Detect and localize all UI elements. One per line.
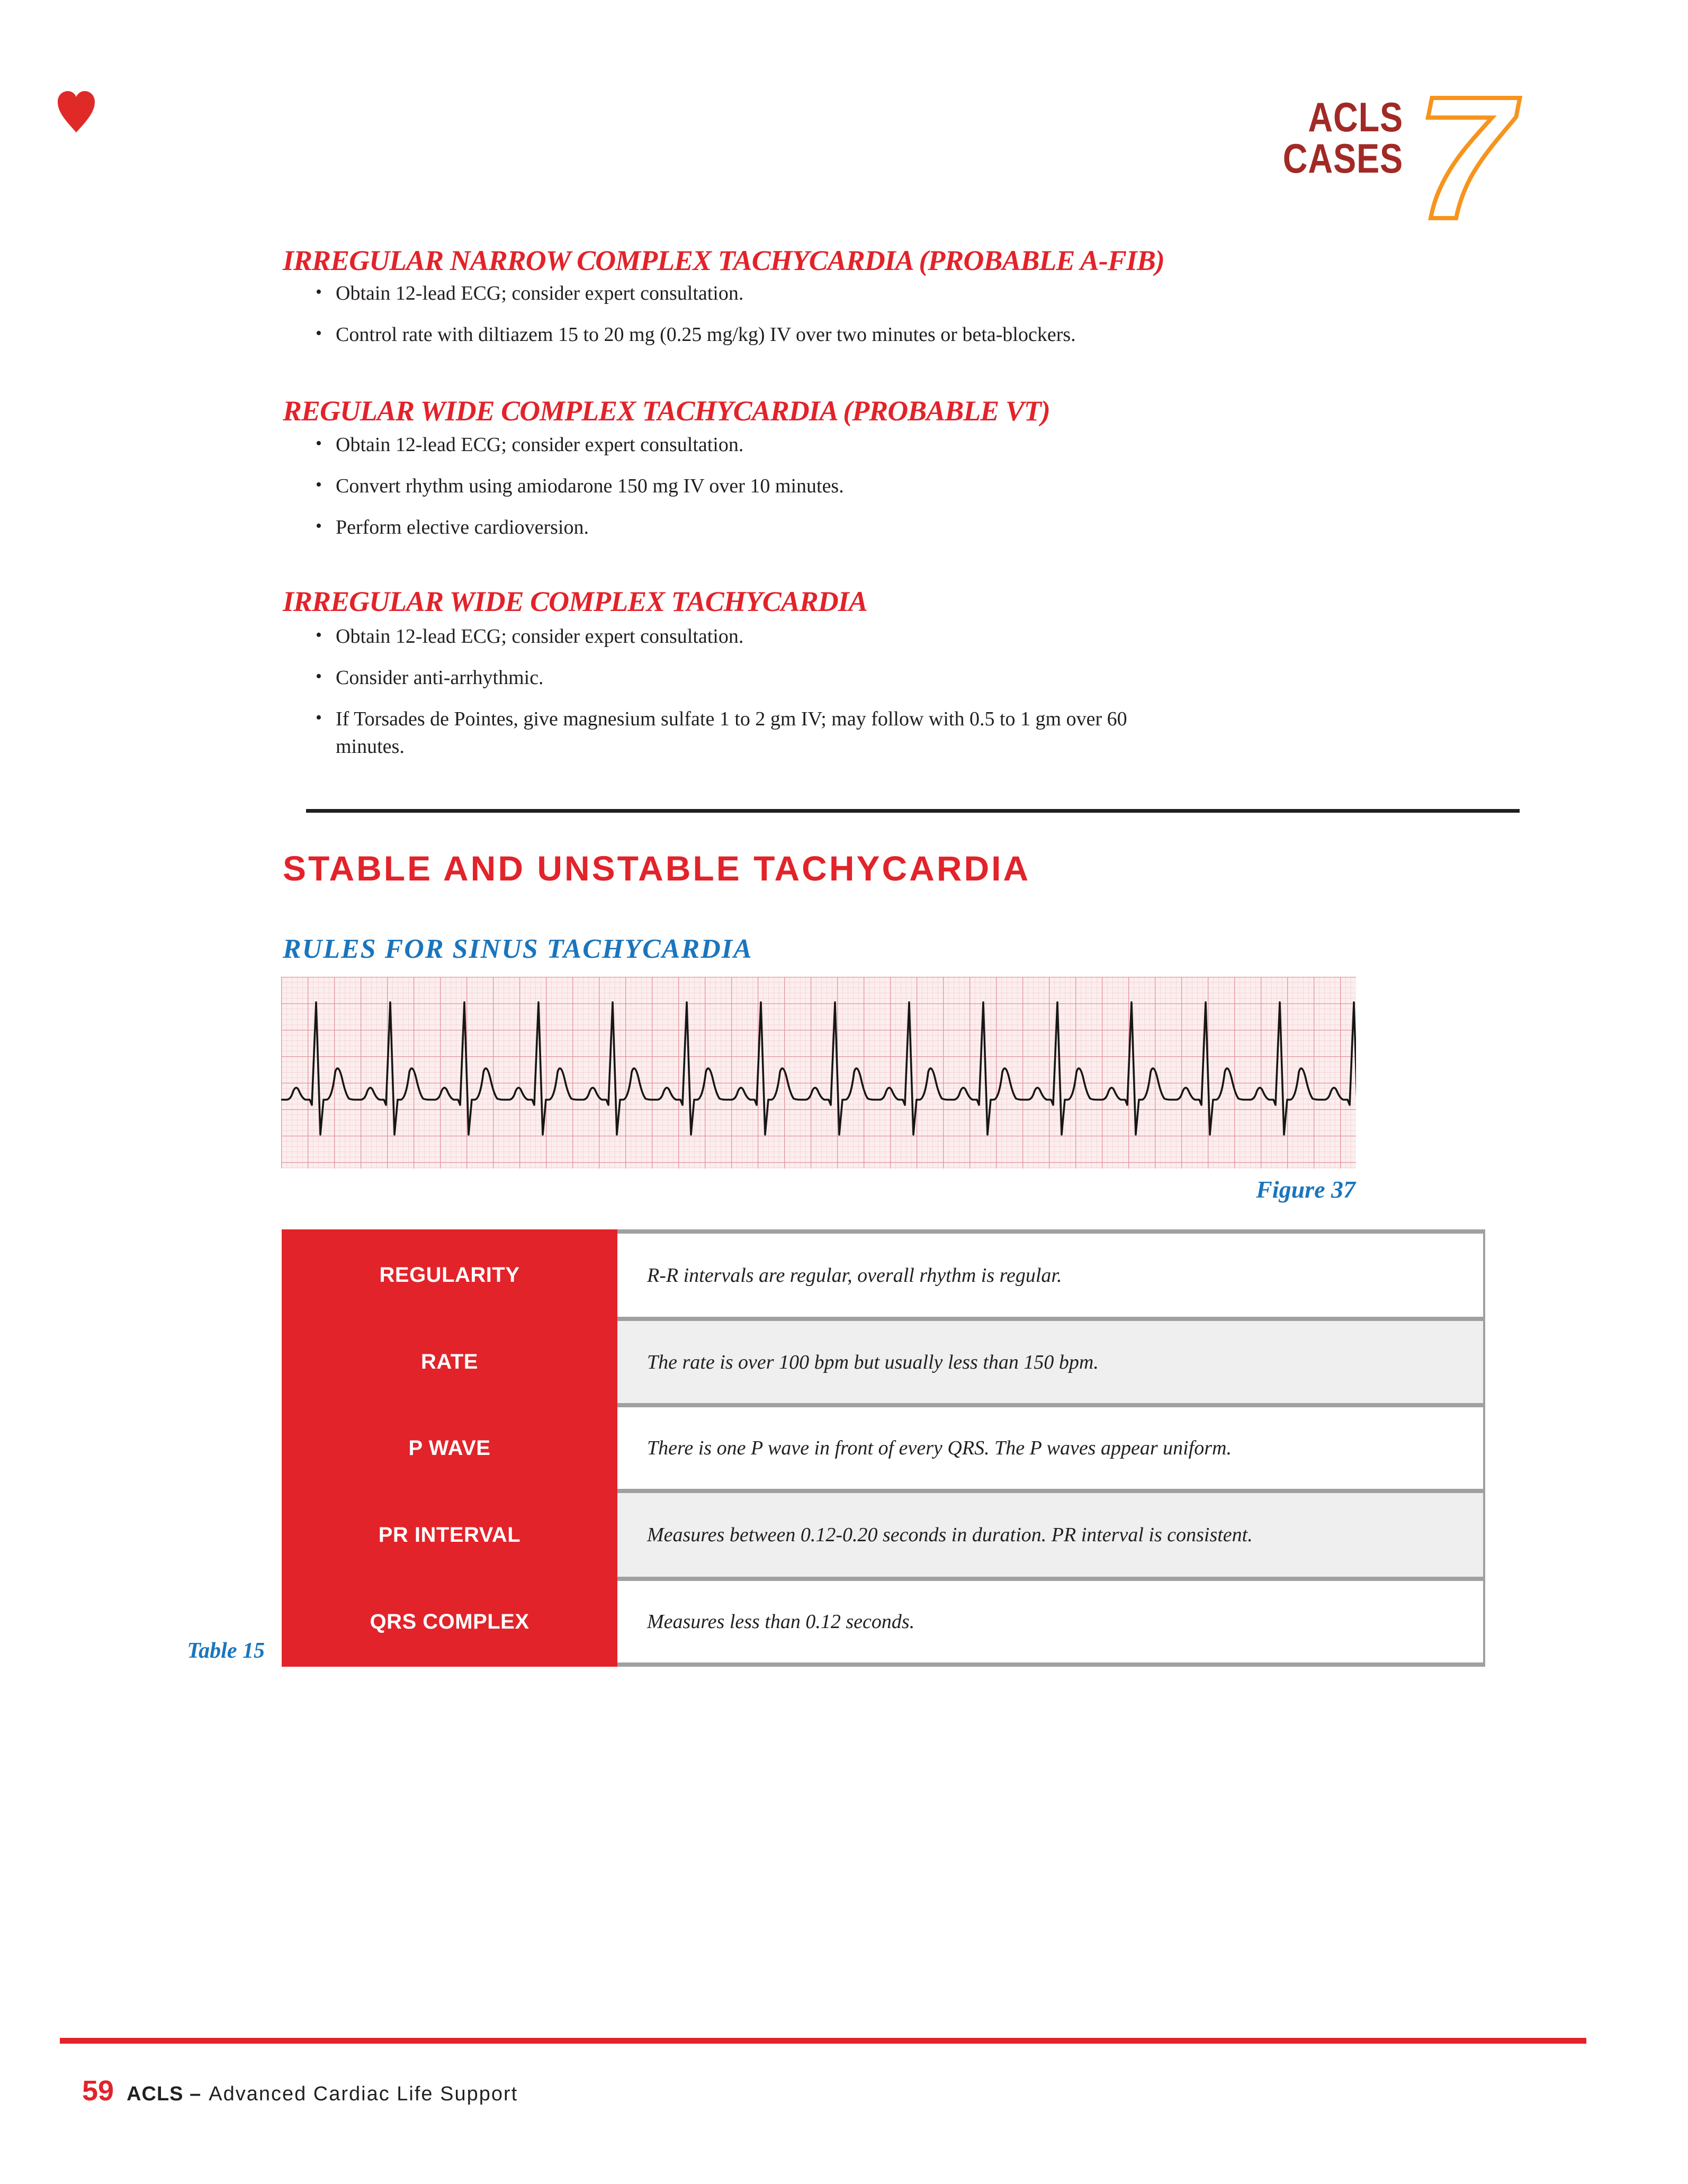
table-border (617, 1662, 1483, 1667)
subsection-title: RULES FOR SINUS TACHYCARDIA (283, 934, 753, 964)
section-bullets (283, 431, 1331, 555)
bullet-item: • Control rate with diltiazem 15 to 20 mg (0.25 mg/kg) IV over two minutes or beta-blockers. (283, 321, 1331, 348)
table-cell-text: Measures less than 0.12 seconds. (647, 1611, 915, 1633)
table-cell-text: The rate is over 100 bpm but usually less than 150 bpm. (647, 1351, 1099, 1373)
table-cell (617, 1407, 1483, 1489)
figure-caption: Figure 37 (1256, 1176, 1355, 1203)
footer-book-abbr: ACLS – (127, 2083, 202, 2105)
table-cell (617, 1234, 1483, 1317)
section-bullets (283, 623, 1193, 774)
table-cell (617, 1493, 1483, 1577)
brand-line1: ACLS (1308, 94, 1403, 140)
table-border (617, 1229, 1483, 1234)
bullet-item: • Obtain 12-lead ECG; consider expert consultation. (283, 431, 1331, 459)
sinus-tachycardia-rules-table (282, 1229, 1485, 1667)
bullet-item: • If Torsades de Pointes, give magnesium sulfate 1 to 2 gm IV; may follow with 0.5 to 1 gm over 60 minutes. (283, 705, 1193, 760)
table-cell (617, 1581, 1483, 1662)
table-border (617, 1489, 1483, 1493)
table-row-label: RATE (421, 1350, 478, 1373)
footer-rule (60, 2038, 1586, 2044)
table-row-label: PR INTERVAL (378, 1523, 521, 1547)
table-border (617, 1317, 1483, 1321)
section-heading-irregular-wide: IRREGULAR WIDE COMPLEX TACHYCARDIA (283, 586, 867, 617)
chapter-number: 7 (1416, 89, 1513, 232)
table-caption: Table 15 (187, 1639, 265, 1663)
brand-block (1262, 94, 1403, 182)
table-value-column (617, 1229, 1485, 1667)
page-title: STABLE AND UNSTABLE TACHYCARDIA (283, 849, 1031, 888)
table-row-label: REGULARITY (379, 1263, 520, 1287)
section-bullets (283, 280, 1331, 362)
footer (82, 2074, 518, 2107)
table-row-label: QRS COMPLEX (370, 1610, 529, 1633)
section-heading-irregular-narrow: IRREGULAR NARROW COMPLEX TACHYCARDIA (PROBABLE A-FIB) (283, 245, 1164, 276)
table-cell (617, 1321, 1483, 1403)
bullet-item: • Consider anti-arrhythmic. (283, 664, 1193, 691)
section-heading-regular-wide: REGULAR WIDE COMPLEX TACHYCARDIA (PROBABLE VT) (283, 395, 1050, 427)
footer-book-title: Advanced Cardiac Life Support (209, 2083, 518, 2105)
table-cell-text: R-R intervals are regular, overall rhythm is regular. (647, 1264, 1062, 1287)
ecg-rhythm-strip (281, 977, 1356, 1169)
bullet-item: • Obtain 12-lead ECG; consider expert consultation. (283, 623, 1193, 650)
section-divider (306, 809, 1520, 813)
heart-icon (56, 90, 96, 133)
ecg-trace (281, 977, 1356, 1169)
bullet-item: • Convert rhythm using amiodarone 150 mg IV over 10 minutes. (283, 472, 1331, 500)
table-border (617, 1403, 1483, 1407)
table-row-label: P WAVE (408, 1436, 491, 1460)
bullet-item: • Obtain 12-lead ECG; consider expert consultation. (283, 280, 1331, 307)
table-label-column (282, 1229, 617, 1667)
table-cell-text: Measures between 0.12-0.20 seconds in duration. PR interval is consistent. (647, 1524, 1253, 1546)
table-cell-text: There is one P wave in front of every QRS. The P waves appear uniform. (647, 1437, 1232, 1459)
bullet-item: • Perform elective cardioversion. (283, 514, 1331, 541)
brand-line2: CASES (1282, 135, 1403, 182)
page-number: 59 (82, 2075, 114, 2107)
table-border (617, 1577, 1483, 1581)
chapter-number-icon (1406, 89, 1528, 232)
